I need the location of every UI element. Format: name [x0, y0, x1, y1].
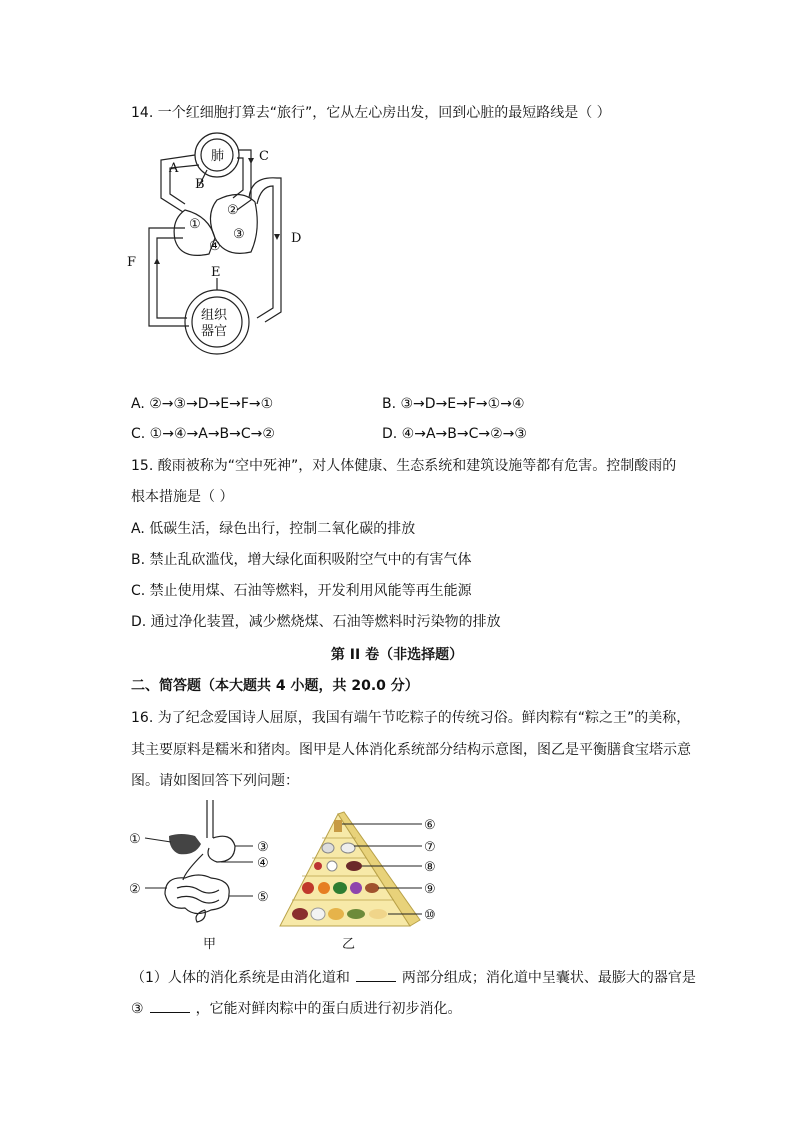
jia-label-3: ③: [257, 840, 269, 855]
q15-option-d[interactable]: D. 通过净化装置，减少燃烧煤、石油等燃料时污染物的排放: [131, 614, 501, 630]
jia-label-2: ②: [129, 882, 141, 897]
label-a: A: [169, 161, 179, 176]
chamber-2: ②: [227, 203, 239, 218]
q16-sub1-text-c: ③: [131, 1001, 144, 1017]
part-heading: 二、简答题（本大题共 4 小题，共 20.0 分）: [131, 678, 419, 694]
label-c: C: [259, 149, 269, 164]
q14-option-b[interactable]: B. ③→D→E→F→①→④: [382, 396, 525, 412]
yi-label-10: ⑩: [424, 908, 436, 923]
food-pyramid-figure: [270, 808, 450, 958]
jia-label-4: ④: [257, 856, 269, 871]
q14-stem: 14. 一个红细胞打算去“旅行”，它从左心房出发，回到心脏的最短路线是（ ）: [131, 105, 611, 121]
q15-option-c[interactable]: C. 禁止使用煤、石油等燃料，开发利用风能等再生能源: [131, 583, 472, 599]
q16-line2: 其主要原料是糯米和猪肉。图甲是人体消化系统部分结构示意图，图乙是平衡膳食宝塔示意: [131, 742, 691, 758]
q16-sub1-text-d: ，它能对鲜肉粽中的蛋白质进行初步消化。: [195, 1001, 462, 1017]
lung-label: 肺: [211, 149, 225, 164]
chamber-4: ④: [209, 239, 221, 254]
tissue-label-1: 组织: [201, 308, 228, 323]
q14-option-d[interactable]: D. ④→A→B→C→②→③: [382, 426, 527, 442]
label-b: B: [195, 177, 205, 192]
chamber-1: ①: [189, 217, 201, 232]
q15-stem-line1: 15. 酸雨被称为“空中死神”，对人体健康、生态系统和建筑设施等都有危害。控制酸雨的: [131, 458, 677, 474]
label-e: E: [211, 265, 221, 280]
digestive-system-figure: [125, 798, 285, 958]
q14-option-a[interactable]: A. ②→③→D→E→F→①: [131, 396, 274, 412]
answer-blank-2[interactable]: [150, 1012, 190, 1013]
q16-sub1-text-a: （1）人体的消化系统是由消化道和: [131, 970, 350, 986]
yi-label-6: ⑥: [424, 818, 436, 833]
section-title: 第 II 卷（非选择题）: [330, 647, 464, 663]
tissue-label-2: 器官: [201, 324, 228, 339]
yi-label-9: ⑨: [424, 882, 436, 897]
yi-label-8: ⑧: [424, 860, 436, 875]
q15-stem-line2: 根本措施是（ ）: [131, 489, 234, 505]
chamber-3: ③: [233, 227, 245, 242]
figure-jia-caption: 甲: [203, 937, 217, 952]
yi-label-7: ⑦: [424, 840, 436, 855]
q16-sub1-line2: [131, 999, 462, 1019]
q14-option-c[interactable]: C. ①→④→A→B→C→②: [131, 426, 275, 442]
q16-sub1-text-b: 两部分组成；消化道中呈囊状、最膨大的器官是: [401, 970, 696, 986]
q15-option-a[interactable]: A. 低碳生活，绿色出行，控制二氧化碳的排放: [131, 521, 416, 537]
label-f: F: [127, 255, 137, 270]
answer-blank-1[interactable]: [356, 981, 396, 982]
figure-yi-caption: 乙: [342, 937, 356, 952]
label-d: D: [291, 231, 302, 246]
q16-sub1-line1: [131, 968, 696, 988]
circulation-diagram: [125, 130, 315, 360]
q16-line1: 16. 为了纪念爱国诗人屈原，我国有端午节吃粽子的传统习俗。鲜肉粽有“粽之王”的美称，: [131, 710, 691, 726]
jia-label-1: ①: [129, 832, 141, 847]
jia-label-5: ⑤: [257, 890, 269, 905]
q15-option-b[interactable]: B. 禁止乱砍滥伐，增大绿化面积吸附空气中的有害气体: [131, 552, 472, 568]
q16-line3: 图。请如图回答下列问题：: [131, 773, 299, 789]
